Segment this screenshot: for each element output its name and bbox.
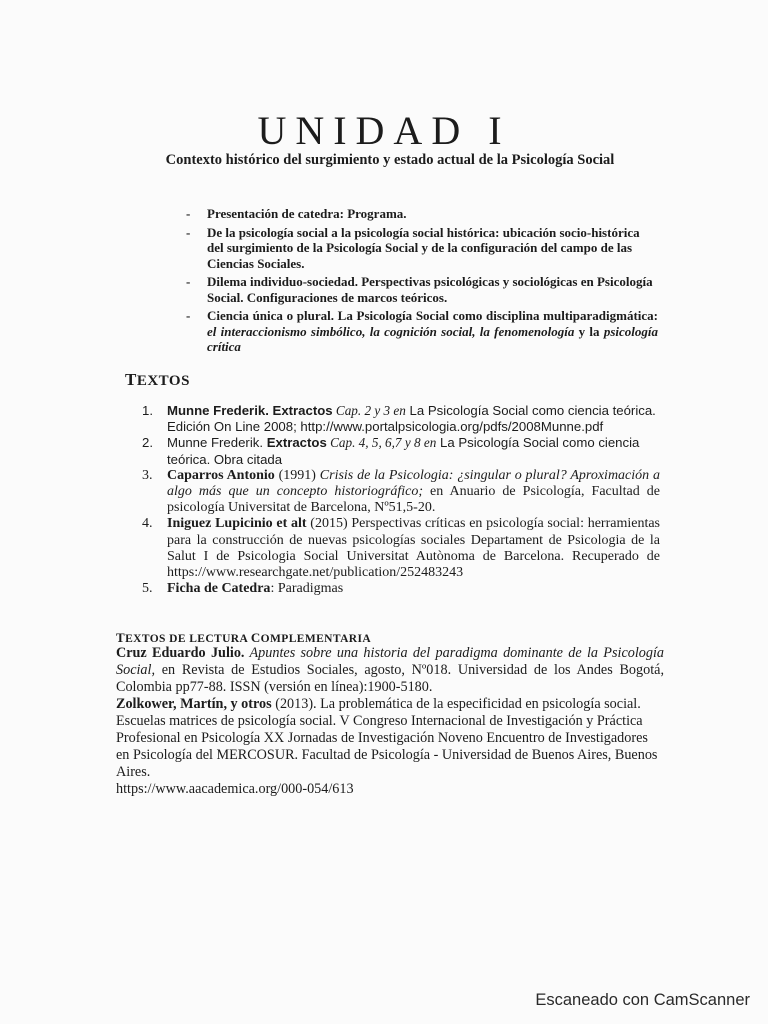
item-rest: en Anuario de Psicología, Facultad de psicología Universitat de Barcelona, Nº51,5-20. bbox=[167, 484, 660, 516]
complementary-heading: TEXTOS DE LECTURA COMPLEMENTARIA bbox=[116, 630, 372, 645]
reading-rest: (2013). La problemática de la especificidad en psicología social. Escuelas matrices de psicología social. V Congreso Internacional de Investigación y Práctica Profesional en Psicología XX Jornadas de Investigación Noveno Encuentro de Investigadores en Psicología del MERCOSUR. Facultad de Psicología - Universidad de Buenos Aires, Buenos Aires. bbox=[116, 696, 658, 780]
reading-url: https://www.aacademica.org/000-054/613 bbox=[116, 781, 354, 797]
texto-item bbox=[140, 435, 660, 467]
topic-italic: el interaccionismo simbólico, la cognición social, la fenomenología bbox=[207, 323, 575, 339]
item-author-plain: Munne Frederik. bbox=[167, 435, 267, 451]
reading-author: Zolkower, Martín, y otros bbox=[116, 696, 272, 712]
textos-list bbox=[140, 403, 660, 597]
topics-list bbox=[186, 206, 658, 358]
reading-entry bbox=[116, 645, 664, 696]
topic-item: - Presentación de catedra: Programa. bbox=[186, 206, 658, 222]
page-subtitle: Contexto histórico del surgimiento y estado actual de la Psicología Social bbox=[165, 152, 615, 168]
texto-item bbox=[140, 403, 660, 435]
reading-author: Cruz Eduardo Julio. bbox=[116, 645, 245, 661]
item-rest: (2015) Perspectivas críticas en psicología social: herramientas para la construcción de nuevas psicologías sociales Departament de Psicologia de la Salut I de Psicologia Social Universitat Autònoma de Barcelona. Recuperado de https://www.researchgate.net/publication/252483243 bbox=[167, 516, 660, 581]
item-author: Iniguez Lupicinio et alt bbox=[167, 516, 307, 532]
item-number: 1. bbox=[142, 403, 153, 418]
item-number: 2. bbox=[142, 435, 153, 451]
topic-italic: psicología crítica bbox=[207, 323, 658, 354]
item-rest: La Psicología Social como ciencia teórica. Edición On Line 2008; http://www.portalpsicologia.org/pdfs/2008Munne.pdf bbox=[167, 403, 656, 435]
item-rest: : Paradigmas bbox=[270, 581, 344, 597]
scanner-watermark: Escaneado con CamScanner bbox=[535, 991, 750, 1009]
reading-entry bbox=[116, 696, 664, 798]
page-title: UNIDAD I bbox=[257, 107, 511, 153]
texto-item bbox=[140, 516, 660, 581]
topic-mid: y la bbox=[574, 323, 604, 339]
item-number: 5. bbox=[142, 581, 153, 597]
item-pre: (1991) bbox=[274, 467, 320, 483]
item-rest: La Psicología Social como ciencia teórica. Obra citada bbox=[167, 435, 640, 467]
reading-italic: Apuntes sobre una historia del paradigma dominante de la Psicología Social, bbox=[116, 645, 664, 678]
textos-heading: TEXTOS bbox=[125, 370, 190, 389]
reading-rest: en Revista de Estudios Sociales, agosto, Nº018. Universidad de los Andes Bogotá, Colombia pp77-88. ISSN (versión en línea):1900-5180. bbox=[116, 662, 664, 695]
item-italic: Cap. 4, 5, 6,7 y 8 en bbox=[326, 435, 437, 451]
item-author: Extractos bbox=[266, 435, 327, 451]
topic-item: - Dilema individuo-sociedad. Perspectivas psicológicas y sociológicas en Psicología Social. Configuraciones de marcos teóricos. bbox=[186, 274, 658, 305]
topic-lead: Ciencia única o plural. La Psicología Social como disciplina multiparadigmática: bbox=[207, 308, 658, 323]
texto-item bbox=[140, 468, 660, 517]
item-number: 4. bbox=[142, 516, 153, 532]
item-italic: Crisis de la Psicologia: ¿singular o plural? Aproximación a algo más que un concepto historiográfico; bbox=[167, 467, 660, 500]
texto-item bbox=[140, 581, 660, 597]
item-number: 3. bbox=[142, 467, 153, 483]
topic-item: - De la psicología social a la psicología social histórica: ubicación socio-histórica del surgimiento de la Psicología Social y de la configuración del campo de las Ciencias Sociales. bbox=[186, 225, 658, 272]
item-italic: Cap. 2 y 3 en bbox=[332, 403, 406, 418]
item-author: Caparros Antonio bbox=[167, 467, 275, 483]
item-author: Munne Frederik. Extractos bbox=[167, 403, 333, 418]
complementary-readings bbox=[116, 645, 664, 798]
item-author: Ficha de Catedra bbox=[167, 581, 271, 597]
topic-item bbox=[186, 308, 658, 355]
